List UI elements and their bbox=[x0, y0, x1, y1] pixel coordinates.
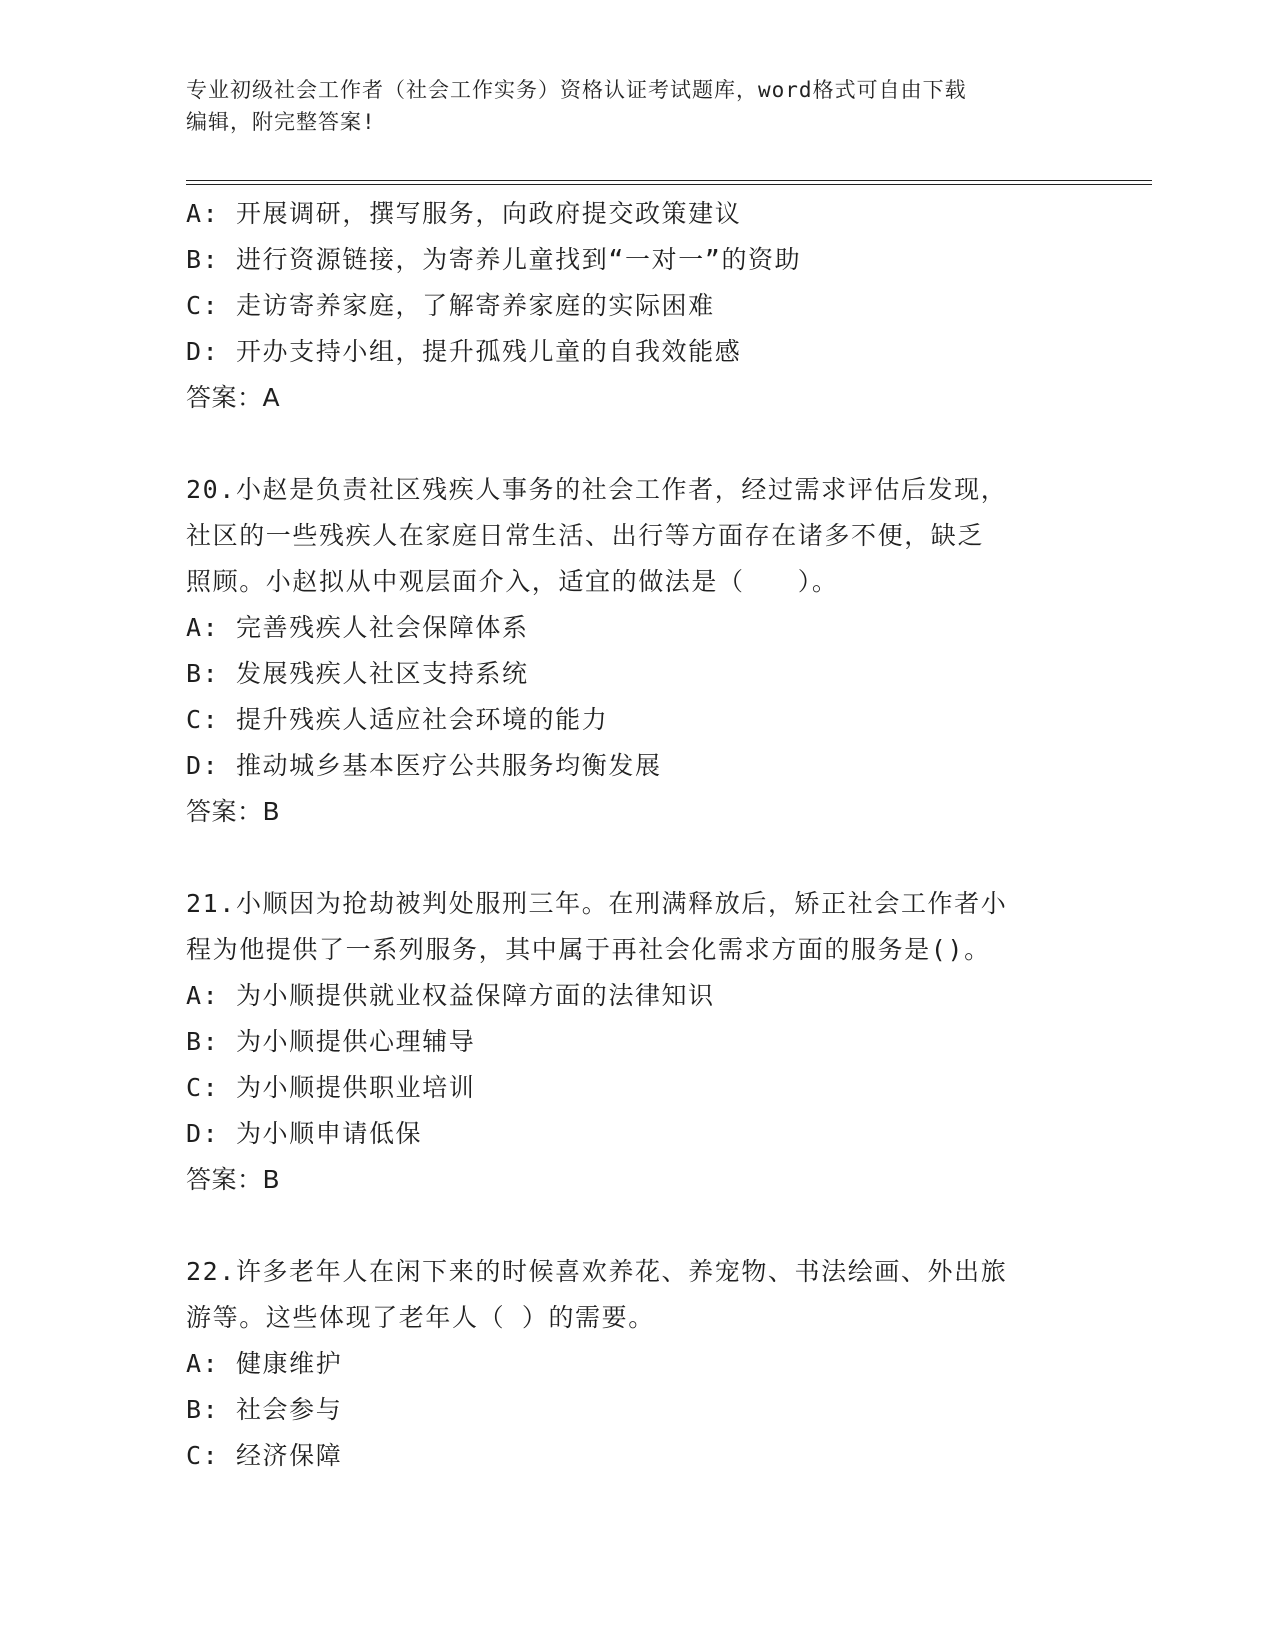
question-stem-line: 照顾。小赵拟从中观层面介入，适宜的做法是（ ）。 bbox=[186, 567, 839, 596]
question-spacer bbox=[186, 835, 1086, 881]
option-a: A: 完善残疾人社会保障体系 bbox=[186, 613, 529, 642]
answer-line: 答案：B bbox=[186, 1165, 281, 1194]
option-c: C: 经济保障 bbox=[186, 1441, 343, 1470]
option-c: C: 为小顺提供职业培训 bbox=[186, 1073, 476, 1102]
option-d: D: 为小顺申请低保 bbox=[186, 1119, 423, 1148]
question-19-continued bbox=[186, 191, 1086, 421]
question-20 bbox=[186, 467, 1086, 835]
document-header bbox=[186, 74, 1086, 138]
header-divider-bottom bbox=[186, 184, 1152, 185]
header-line-1: 专业初级社会工作者（社会工作实务）资格认证考试题库，word格式可自由下载 bbox=[186, 78, 967, 102]
option-c: C: 提升残疾人适应社会环境的能力 bbox=[186, 705, 609, 734]
option-b: B: 发展残疾人社区支持系统 bbox=[186, 659, 529, 688]
question-list bbox=[186, 191, 1086, 1479]
header-divider-top bbox=[186, 180, 1152, 181]
question-stem-line: 21.小顺因为抢劫被判处服刑三年。在刑满释放后，矫正社会工作者小 bbox=[186, 889, 1008, 918]
option-a: A: 为小顺提供就业权益保障方面的法律知识 bbox=[186, 981, 715, 1010]
option-b: B: 为小顺提供心理辅导 bbox=[186, 1027, 476, 1056]
answer-line: 答案：B bbox=[186, 797, 281, 826]
option-b: B: 社会参与 bbox=[186, 1395, 343, 1424]
question-spacer bbox=[186, 1203, 1086, 1249]
option-d: D: 开办支持小组，提升孤残儿童的自我效能感 bbox=[186, 337, 742, 366]
question-21 bbox=[186, 881, 1086, 1203]
question-spacer bbox=[186, 421, 1086, 467]
header-line-2: 编辑，附完整答案! bbox=[186, 110, 376, 134]
question-stem-line: 社区的一些残疾人在家庭日常生活、出行等方面存在诸多不便，缺乏 bbox=[186, 521, 985, 550]
question-stem-line: 20.小赵是负责社区残疾人事务的社会工作者，经过需求评估后发现， bbox=[186, 475, 1008, 504]
question-stem-line: 程为他提供了一系列服务，其中属于再社会化需求方面的服务是()。 bbox=[186, 935, 991, 964]
option-b: B: 进行资源链接，为寄养儿童找到“一对一”的资助 bbox=[186, 245, 802, 274]
option-a: A: 开展调研，撰写服务，向政府提交政策建议 bbox=[186, 199, 742, 228]
option-a: A: 健康维护 bbox=[186, 1349, 343, 1378]
question-stem-line: 游等。这些体现了老年人（ ）的需要。 bbox=[186, 1303, 655, 1332]
option-d: D: 推动城乡基本医疗公共服务均衡发展 bbox=[186, 751, 662, 780]
question-22 bbox=[186, 1249, 1086, 1479]
option-c: C: 走访寄养家庭，了解寄养家庭的实际困难 bbox=[186, 291, 715, 320]
question-stem-line: 22.许多老年人在闲下来的时候喜欢养花、养宠物、书法绘画、外出旅 bbox=[186, 1257, 1008, 1286]
answer-line: 答案：A bbox=[186, 383, 281, 412]
